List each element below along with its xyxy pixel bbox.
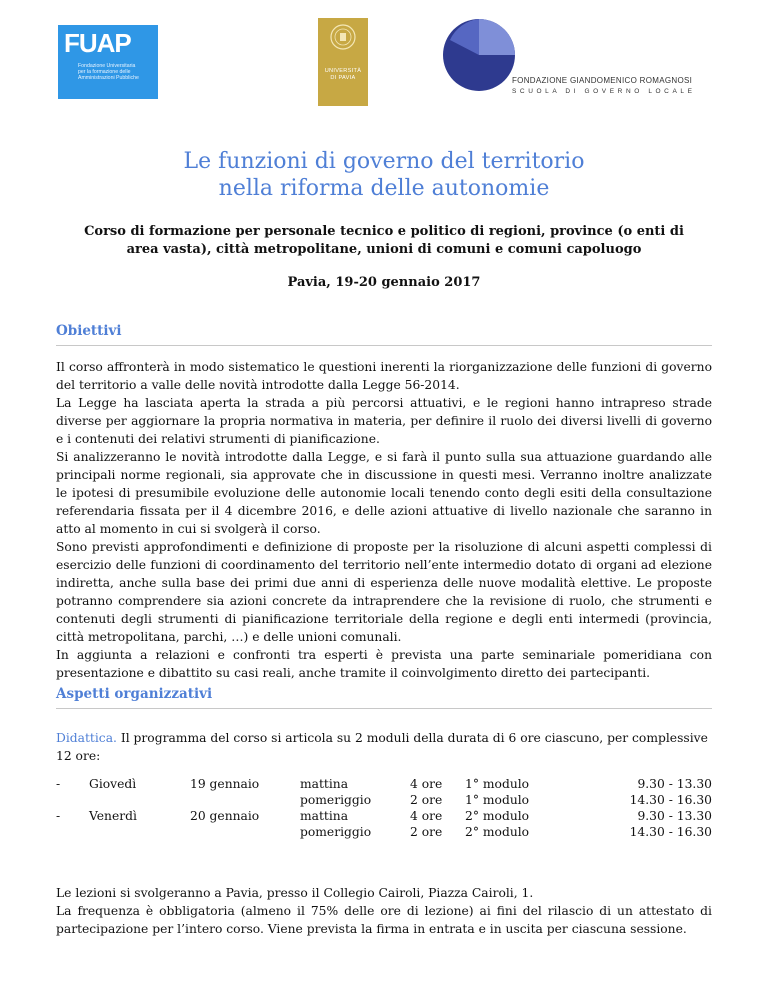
didattica-label: Didattica. <box>56 731 117 745</box>
fuap-logo-line: Fondazione Universitaria <box>78 63 136 69</box>
paragraph: Sono previsti approfondimenti e definizione di proposte per la risoluzione di alcuni aspetti complessi di esercizio delle funzioni di coordinamento del territorio nell’ente intermedio dotato di organi ad elezione indiretta, anche sulla base dei primi due anni di esperienza delle nuove modalità elettive. Le proposte potranno comprendere sia azioni concrete da intraprendere che la revisione di ruolo, che strumenti e contenuti degli strumenti di pianificazione territoriale della regione e degli enti intermedi (provincia, città metropolitana, parchi, …) e delle unioni comunali. <box>56 540 712 644</box>
section-divider <box>56 708 712 709</box>
paragraph: La frequenza è obbligatoria (almeno il 75% delle ore di lezione) ai fini del rilascio di un attestato di partecipazione per l’intero corso. Viene prevista la firma in entrata e in uscita per ciascuna sessione. <box>56 904 712 936</box>
paragraph: Il corso affronterà in modo sistematico le questioni inerenti la riorganizzazione delle funzioni di governo del territorio a valle delle novità introdotte dalla Legge 56-2014. <box>56 360 712 392</box>
romagnosi-logo-line1: FONDAZIONE GIANDOMENICO ROMAGNOSI <box>512 76 693 85</box>
fuap-logo-line: per la formazione delle <box>78 69 131 75</box>
course-dateline: Pavia, 19-20 gennaio 2017 <box>287 275 481 290</box>
fuap-logo <box>58 25 158 99</box>
schedule-duration: 4 ore <box>410 777 443 791</box>
schedule-table <box>56 776 712 840</box>
schedule-module: 1° modulo <box>465 777 530 791</box>
title-line: Le funzioni di governo del territorio <box>183 149 585 174</box>
schedule-slot: mattina <box>300 809 349 823</box>
pavia-seal-icon <box>330 24 356 50</box>
section-divider <box>56 345 712 346</box>
schedule-slot: pomeriggio <box>300 825 372 839</box>
schedule-duration: 2 ore <box>410 825 443 839</box>
schedule-time: 9.30 - 13.30 <box>637 777 712 791</box>
schedule-row <box>56 792 712 808</box>
schedule-day: Giovedì <box>89 777 137 791</box>
obiettivi-body <box>56 358 712 682</box>
schedule-slot: mattina <box>300 777 349 791</box>
schedule-time: 14.30 - 16.30 <box>629 793 712 807</box>
schedule-module: 1° modulo <box>465 793 530 807</box>
paragraph: La Legge ha lasciata aperta la strada a più percorsi attuativi, e le regioni hanno intrapreso strade diverse per aggiornare la propria normativa in materia, per definire il ruolo dei diversi livelli di governo e i contenuti dei relativi strumenti di pianificazione. <box>56 396 712 446</box>
schedule-module: 2° modulo <box>465 825 530 839</box>
schedule-bullet: - <box>56 809 61 823</box>
pavia-logo-line: UNIVERSITÀ <box>324 68 362 74</box>
schedule-row <box>56 808 712 824</box>
didattica-text: Il programma del corso si articola su 2 moduli della durata di 6 ore ciascuno, per complessive 12 ore: <box>56 731 708 763</box>
fuap-logo-mark: FUAP <box>64 28 131 58</box>
schedule-row <box>56 824 712 840</box>
paragraph: Le lezioni si svolgeranno a Pavia, presso il Collegio Cairoli, Piazza Cairoli, 1. <box>56 886 534 900</box>
paragraph: Si analizzeranno le novità introdotte dalla Legge, e si farà il punto sulla sua attuazione guardando alle principali norme regionali, sia approvate che in discussione in questi mesi. Verranno inoltre analizzate le ipotesi di presumibile evoluzione delle autonomie locali tenendo conto degli esiti della consultazione referendaria fissata per il 4 dicembre 2016, e delle azioni attuative di livello nazionale che saranno in atto al momento in cui si svolgerà il corso. <box>56 450 712 536</box>
pavia-logo-text <box>318 68 368 82</box>
paragraph: In aggiunta a relazioni e confronti tra esperti è prevista una parte seminariale pomeridiana con presentazione e dibattito su casi reali, anche tramite il coinvolgimento diretto dei partecipanti. <box>56 648 712 680</box>
romagnosi-logo <box>442 18 702 104</box>
romagnosi-logo-line2: SCUOLA DI GOVERNO LOCALE <box>512 88 696 95</box>
pavia-logo-line: DI PAVIA <box>330 75 356 81</box>
schedule-time: 9.30 - 13.30 <box>637 809 712 823</box>
section-heading-aspetti: Aspetti organizzativi <box>56 686 213 702</box>
document-title <box>0 148 768 202</box>
schedule-duration: 4 ore <box>410 809 443 823</box>
fuap-logo-line: Amministrazioni Pubbliche <box>78 75 139 81</box>
schedule-duration: 2 ore <box>410 793 443 807</box>
romagnosi-circle-icon <box>442 18 516 92</box>
organizational-notes <box>56 884 712 938</box>
course-subtitle: Corso di formazione per personale tecnico e politico di regioni, province (o enti di area vasta), città metropolitane, unioni di comuni e comuni capoluogo <box>84 224 684 257</box>
fuap-logo-text <box>78 63 156 81</box>
schedule-slot: pomeriggio <box>300 793 372 807</box>
schedule-date: 19 gennaio <box>190 777 260 791</box>
schedule-module: 2° modulo <box>465 809 530 823</box>
schedule-day: Venerdì <box>89 809 137 823</box>
didattica-paragraph <box>56 729 712 765</box>
schedule-row <box>56 776 712 792</box>
pavia-logo <box>318 18 368 106</box>
schedule-date: 20 gennaio <box>190 809 260 823</box>
section-heading-obiettivi: Obiettivi <box>56 323 122 339</box>
title-line: nella riforma delle autonomie <box>218 176 550 201</box>
schedule-bullet: - <box>56 777 61 791</box>
schedule-time: 14.30 - 16.30 <box>629 825 712 839</box>
